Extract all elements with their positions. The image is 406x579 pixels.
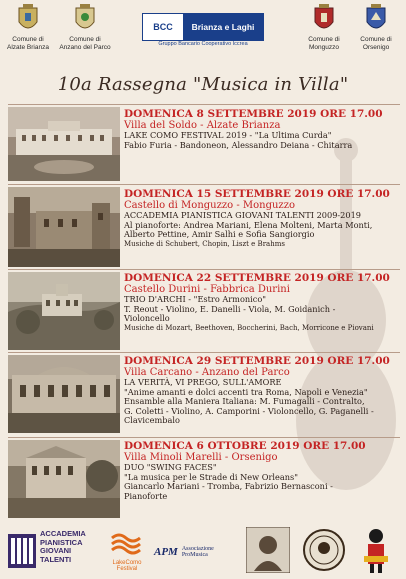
event-line: Fabio Furia - Bandoneon, Alessandro Deiana - Chitarra — [124, 139, 353, 150]
event-line: LA VERITÀ, VI PREGO, SULL'AMORE — [124, 377, 282, 387]
event-line: Alberto Pettine, Amir Salhi e Sofia Sangiorgio — [124, 229, 315, 240]
event-divider — [8, 437, 400, 438]
event-photo-villa-carcano — [8, 355, 120, 433]
event-line: Clavicembalo — [124, 415, 180, 426]
event-date: DOMENICA 29 SETTEMBRE 2019 ORE 17.00 — [124, 355, 390, 367]
piano-keys-icon — [8, 534, 36, 568]
crest-label-line1: Comune di — [12, 36, 44, 43]
event-details — [124, 272, 404, 333]
event-line: "La musica per le Strade di New Orleans" — [124, 471, 298, 482]
apm-text: Associazione ProMusica — [181, 546, 214, 558]
event-details — [124, 440, 404, 501]
apm-mark: APM — [154, 546, 178, 558]
event-divider — [8, 269, 400, 270]
event-photo-castello-durini — [8, 272, 120, 350]
accademia-line: PIANISTICA — [40, 537, 83, 547]
event-date: DOMENICA 8 SETTEMBRE 2019 ORE 17.00 — [124, 108, 383, 120]
crest-anzano-del-parco — [56, 4, 114, 51]
event-details — [124, 355, 404, 426]
crest-label-line2: Anzano del Parco — [59, 43, 111, 51]
event-details — [124, 108, 404, 150]
bcc-name: Brianza e Laghi — [183, 14, 263, 40]
accademia-line: ACCADEMIA — [40, 529, 86, 538]
round-seal-icon — [302, 528, 346, 572]
bcc-subtitle: Gruppo Bancario Cooperativo Iccrea — [158, 41, 248, 47]
event-line: Giancarlo Mariani - Tromba, Fabrizio Bernasconi - — [124, 481, 333, 492]
event-details — [124, 188, 404, 249]
mascot-figure-icon — [356, 526, 396, 574]
bcc-bank-logo — [142, 13, 264, 41]
crest-label-line2: Orsenigo — [362, 43, 390, 51]
event-date: DOMENICA 6 OTTOBRE 2019 ORE 17.00 — [124, 440, 366, 452]
wave-icon — [110, 532, 144, 556]
event-date: DOMENICA 22 SETTEMBRE 2019 ORE 17.00 — [124, 272, 390, 284]
event-line: Ensamble alla Maniera Italiana: M. Fumagalli - Contralto, — [124, 396, 365, 407]
event-line: "Anime amanti e dolci accenti tra Roma, Napoli e Venezia" — [124, 386, 368, 397]
event-venue: Castello Durini - Fabbrica Durini — [124, 284, 290, 295]
coat-of-arms-icon — [312, 4, 336, 34]
engraving-portrait-icon — [246, 527, 290, 573]
event-venue: Castello di Monguzzo - Monguzzo — [124, 200, 295, 211]
lakecomo-line: LakeComo — [112, 560, 142, 566]
coat-of-arms-icon — [364, 4, 388, 34]
event-date: DOMENICA 15 SETTEMBRE 2019 ORE 17.00 — [124, 188, 390, 200]
event-divider — [8, 352, 400, 353]
page-title: 10a Rassegna "Musica in Villa" — [57, 74, 349, 95]
event-line: TRIO D'ARCHI - "Estro Armonico" — [124, 294, 267, 304]
event-divider — [8, 104, 400, 105]
event-program: Musiche di Mozart, Beethoven, Boccherini, Bach, Morricone e Piovani — [124, 323, 374, 332]
accademia-line: TALENTI — [40, 554, 72, 564]
event-venue: Villa Minoli Marelli - Orsenigo — [124, 452, 278, 463]
event-line: G. Coletti - Violino, A. Camporini - Violoncello, G. Paganelli - — [124, 405, 374, 416]
event-program: Musiche di Schubert, Chopin, Liszt e Brahms — [124, 239, 285, 248]
round-seal-logo — [302, 528, 346, 572]
lakecomo-line: Festival — [116, 566, 138, 572]
event-line: Al pianoforte: Andrea Mariani, Elena Molteni, Marta Monti, — [124, 219, 373, 230]
event-line: ACCADEMIA PIANISTICA GIOVANI TALENTI 2009-2019 — [124, 210, 362, 220]
crest-label-line1: Comune di — [308, 36, 340, 43]
apm-promusica-logo — [154, 540, 234, 564]
event-line: LAKE COMO FESTIVAL 2019 - "La Ultima Curda" — [124, 130, 332, 140]
engraving-seal-logo — [246, 527, 290, 573]
coat-of-arms-icon — [73, 4, 97, 34]
accademia-pianistica-logo — [8, 530, 108, 574]
red-mascot-logo — [356, 526, 396, 574]
crest-label-line1: Comune di — [69, 36, 101, 43]
accademia-line: GIOVANI — [40, 546, 72, 555]
event-divider — [8, 184, 400, 185]
event-venue: Villa del Soldo - Alzate Brianza — [124, 120, 281, 131]
event-venue: Villa Carcano - Anzano del Parco — [124, 367, 290, 378]
crest-label-line2: Monguzzo — [309, 43, 339, 51]
event-photo-villa-minoli-marelli — [8, 440, 120, 518]
event-line: Pianoforte — [124, 490, 168, 501]
crest-alzate-brianza — [6, 4, 50, 51]
crest-label-line1: Comune di — [360, 36, 392, 43]
crest-label-line2: Alzate Brianza — [7, 43, 49, 51]
event-line: Violoncello — [124, 313, 170, 324]
coat-of-arms-icon — [17, 4, 39, 34]
crest-monguzzo — [300, 4, 348, 51]
bcc-short: BCC — [153, 22, 173, 32]
event-photo-villa-del-soldo — [8, 107, 120, 181]
crest-orsenigo — [352, 4, 400, 51]
event-line: T. Reout - Violino, E. Danelli - Viola, M. Goidanich - — [124, 303, 336, 314]
event-photo-castello-monguzzo — [8, 187, 120, 267]
event-line: DUO "SWING FACES" — [124, 462, 217, 472]
lake-como-festival-logo — [110, 532, 144, 572]
